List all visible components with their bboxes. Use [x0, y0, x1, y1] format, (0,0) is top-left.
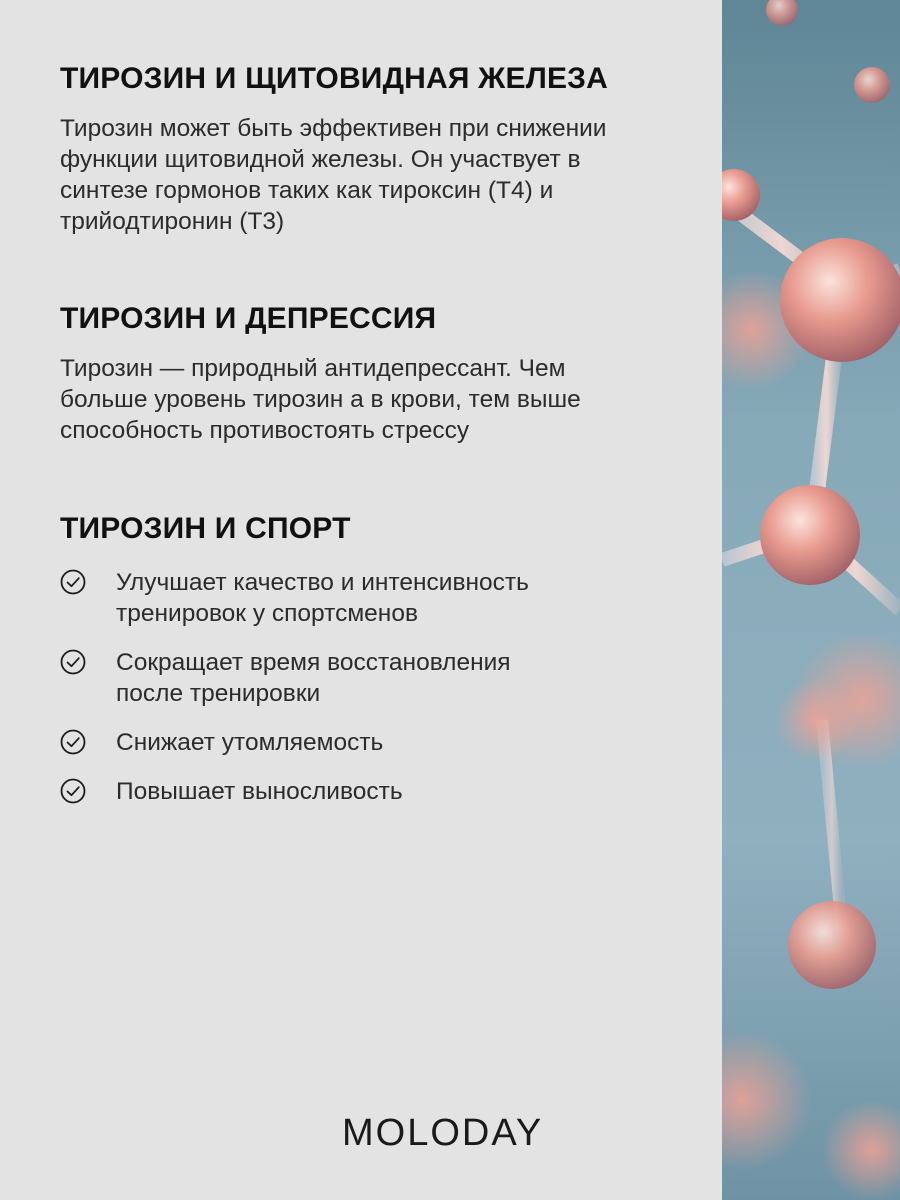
section-heading: ТИРОЗИН И ЩИТОВИДНАЯ ЖЕЛЕЗА — [60, 62, 609, 95]
molecule-image — [722, 0, 900, 1200]
list-item — [60, 647, 700, 709]
check-circle-icon — [60, 569, 86, 595]
brand-logo — [342, 1113, 543, 1153]
check-circle-icon — [60, 729, 86, 755]
check-circle-icon — [60, 778, 86, 804]
list-item-text: Повышает выносливость — [116, 778, 403, 805]
section-heading: ТИРОЗИН И ДЕПРЕССИЯ — [60, 302, 437, 335]
list-item-text: Сокращает время восстановления после тренировки — [116, 649, 511, 707]
list-item-text: Улучшает качество и интенсивность тренировок у спортсменов — [116, 569, 529, 627]
list-item — [60, 567, 700, 629]
section-thyroid — [60, 62, 700, 237]
section-text: Тирозин — природный антидепрессант. Чем больше уровень тирозин а в крови, тем выше способность противостоять стрессу — [60, 355, 581, 444]
section-depression — [60, 302, 700, 446]
molecule-illustration-icon — [722, 0, 900, 1200]
section-heading: ТИРОЗИН И СПОРТ — [60, 512, 351, 545]
list-item — [60, 776, 700, 807]
section-text: Тирозин может быть эффективен при снижении функции щитовидной железы. Он участвует в синтезе гормонов таких как тироксин (Т4) и трийодтиронин (Т3) — [60, 115, 607, 235]
logo-text: MOLODAY — [342, 1111, 544, 1154]
benefits-list — [60, 567, 700, 807]
check-circle-icon — [60, 649, 86, 675]
list-item-text: Снижает утомляемость — [116, 729, 384, 756]
list-item — [60, 727, 700, 758]
section-sport — [60, 512, 700, 825]
